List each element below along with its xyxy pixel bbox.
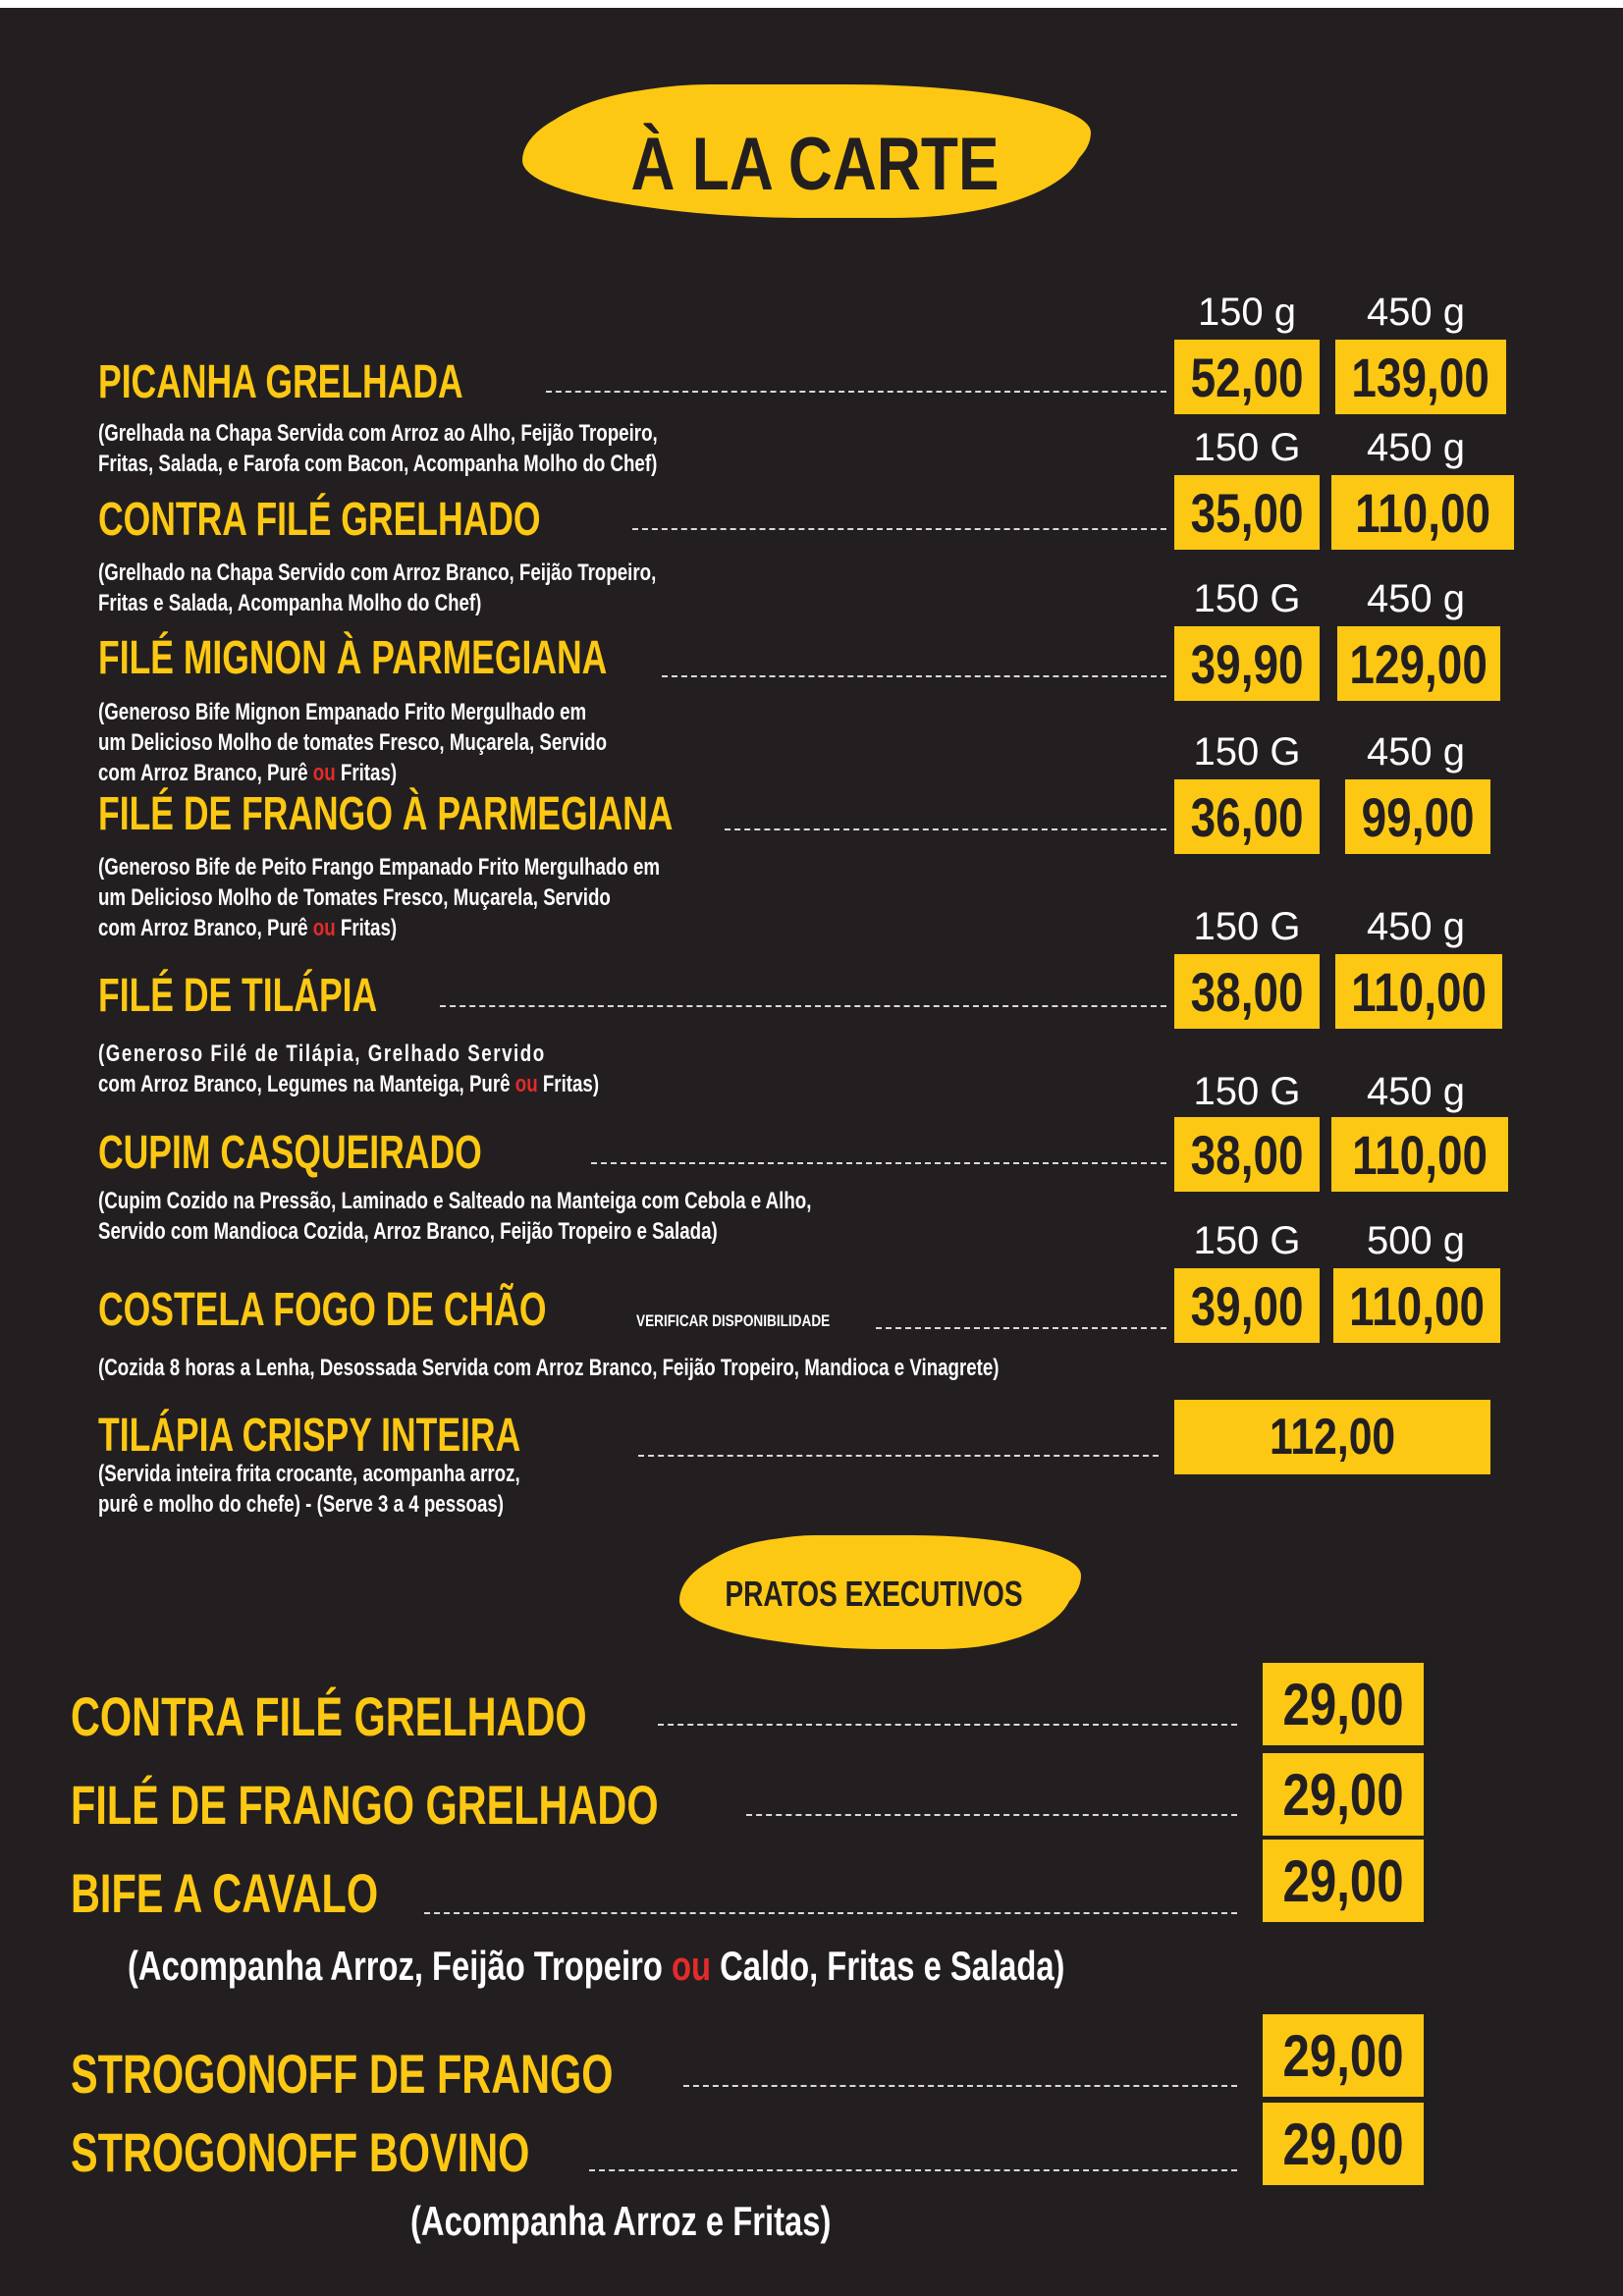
price-box: 29,00 (1263, 1663, 1424, 1745)
exec-item-name: STROGONOFF DE FRANGO (71, 2043, 614, 2105)
item-description: (Generoso Bife de Peito Frango Empanado Frito Mergulhado em um Delicioso Molho de Tomates Fresco, Muçarela, Servido com Arroz Branco, Purê ou Fritas) (98, 854, 661, 941)
item-description: (Servida inteira frita crocante, acompanha arroz, purê e molho do chefe) - (Serve 3 a 4 pessoas) (98, 1461, 520, 1518)
price-box: 129,00 (1337, 626, 1500, 701)
size-label: 450 g (1366, 426, 1466, 469)
side-dish-note: (Acompanha Arroz e Fritas) (410, 2198, 832, 2244)
menu-page (0, 8, 1623, 2296)
dotted-leader (546, 391, 1166, 393)
item-name: COSTELA FOGO DE CHÃO (98, 1284, 547, 1336)
dotted-leader (746, 1814, 1237, 1816)
exec-item-name: BIFE A CAVALO (71, 1862, 379, 1924)
item-name: FILÉ MIGNON À PARMEGIANA (98, 632, 608, 684)
dotted-leader (662, 675, 1166, 677)
price-box: 110,00 (1331, 475, 1514, 550)
item-name: CUPIM CASQUEIRADO (98, 1127, 482, 1179)
item-name: FILÉ DE TILÁPIA (98, 970, 378, 1022)
exec-item-name: FILÉ DE FRANGO GRELHADO (71, 1774, 659, 1836)
item-description: (Cozida 8 horas a Lenha, Desossada Servida com Arroz Branco, Feijão Tropeiro, Mandioca e Vinagrete) (98, 1355, 1000, 1381)
dotted-leader (440, 1005, 1166, 1007)
availability-note: VERIFICAR DISPONIBILIDADE (636, 1311, 831, 1330)
price-box: 35,00 (1174, 475, 1320, 550)
size-label: 450 g (1366, 905, 1466, 948)
dotted-leader (876, 1327, 1166, 1329)
size-label: 150 G (1193, 1070, 1301, 1113)
size-label: 450 g (1366, 730, 1466, 774)
item-description: (Grelhado na Chapa Servido com Arroz Branco, Feijão Tropeiro, Fritas e Salada, Acompanha Molho do Chef) (98, 560, 657, 616)
size-label: 150 G (1193, 577, 1301, 620)
price-box: 29,00 (1263, 2014, 1424, 2097)
price-box: 29,00 (1263, 2103, 1424, 2185)
dotted-leader (632, 528, 1166, 530)
price-box: 110,00 (1335, 954, 1502, 1029)
side-dish-note: (Acompanha Arroz, Feijão Tropeiro ou Caldo, Fritas e Salada) (128, 1943, 1065, 1989)
price-box: 39,00 (1174, 1268, 1320, 1343)
size-label: 150 g (1197, 291, 1297, 334)
exec-item-name: STROGONOFF BOVINO (71, 2121, 530, 2183)
dotted-leader (638, 1455, 1159, 1457)
item-description: (Grelhada na Chapa Servida com Arroz ao Alho, Feijão Tropeiro, Fritas, Salada, e Farofa com Bacon, Acompanha Molho do Chef) (98, 420, 658, 477)
price-box: 99,00 (1345, 779, 1490, 854)
size-label: 450 g (1366, 577, 1466, 620)
size-label: 150 G (1193, 730, 1301, 774)
price-box: 36,00 (1174, 779, 1320, 854)
price-box: 29,00 (1263, 1753, 1424, 1836)
size-label: 450 g (1366, 291, 1466, 334)
item-name: PICANHA GRELHADA (98, 356, 463, 408)
price-box: 38,00 (1174, 1117, 1320, 1192)
price-box: 38,00 (1174, 954, 1320, 1029)
item-name: CONTRA FILÉ GRELHADO (98, 494, 541, 546)
item-description: (Generoso Bife Mignon Empanado Frito Mergulhado em um Delicioso Molho de tomates Fresco, Muçarela, Servido com Arroz Branco, Purê ou Fritas) (98, 699, 608, 786)
dotted-leader (591, 1162, 1166, 1164)
dotted-leader (683, 2085, 1237, 2087)
size-label: 150 G (1193, 905, 1301, 948)
dotted-leader (424, 1912, 1237, 1914)
price-box: 39,90 (1174, 626, 1320, 701)
item-name: TILÁPIA CRISPY INTEIRA (98, 1410, 521, 1462)
item-name: FILÉ DE FRANGO À PARMEGIANA (98, 788, 674, 840)
item-description: (Generoso Filé de Tilápia, Grelhado Servido com Arroz Branco, Legumes na Manteiga, Purê ou Fritas) (98, 1041, 600, 1097)
section-title: PRATOS EXECUTIVOS (725, 1574, 1023, 1614)
size-label: 450 g (1366, 1070, 1466, 1113)
price-box: 29,00 (1263, 1840, 1424, 1922)
price-box: 52,00 (1174, 340, 1320, 414)
item-description: (Cupim Cozido na Pressão, Laminado e Salteado na Manteiga com Cebola e Alho, Servido com Mandioca Cozida, Arroz Branco, Feijão Tropeiro e Salada) (98, 1188, 812, 1245)
dotted-leader (725, 828, 1166, 830)
price-box: 139,00 (1335, 340, 1506, 414)
size-label: 150 G (1193, 1219, 1301, 1262)
dotted-leader (658, 1724, 1237, 1726)
size-label: 150 G (1193, 426, 1301, 469)
page-title: À LA CARTE (630, 123, 1000, 206)
price-box: 112,00 (1174, 1400, 1490, 1474)
exec-item-name: CONTRA FILÉ GRELHADO (71, 1685, 587, 1747)
price-box: 110,00 (1333, 1268, 1500, 1343)
price-box: 110,00 (1331, 1117, 1508, 1192)
size-label: 500 g (1366, 1219, 1466, 1262)
dotted-leader (589, 2169, 1237, 2171)
